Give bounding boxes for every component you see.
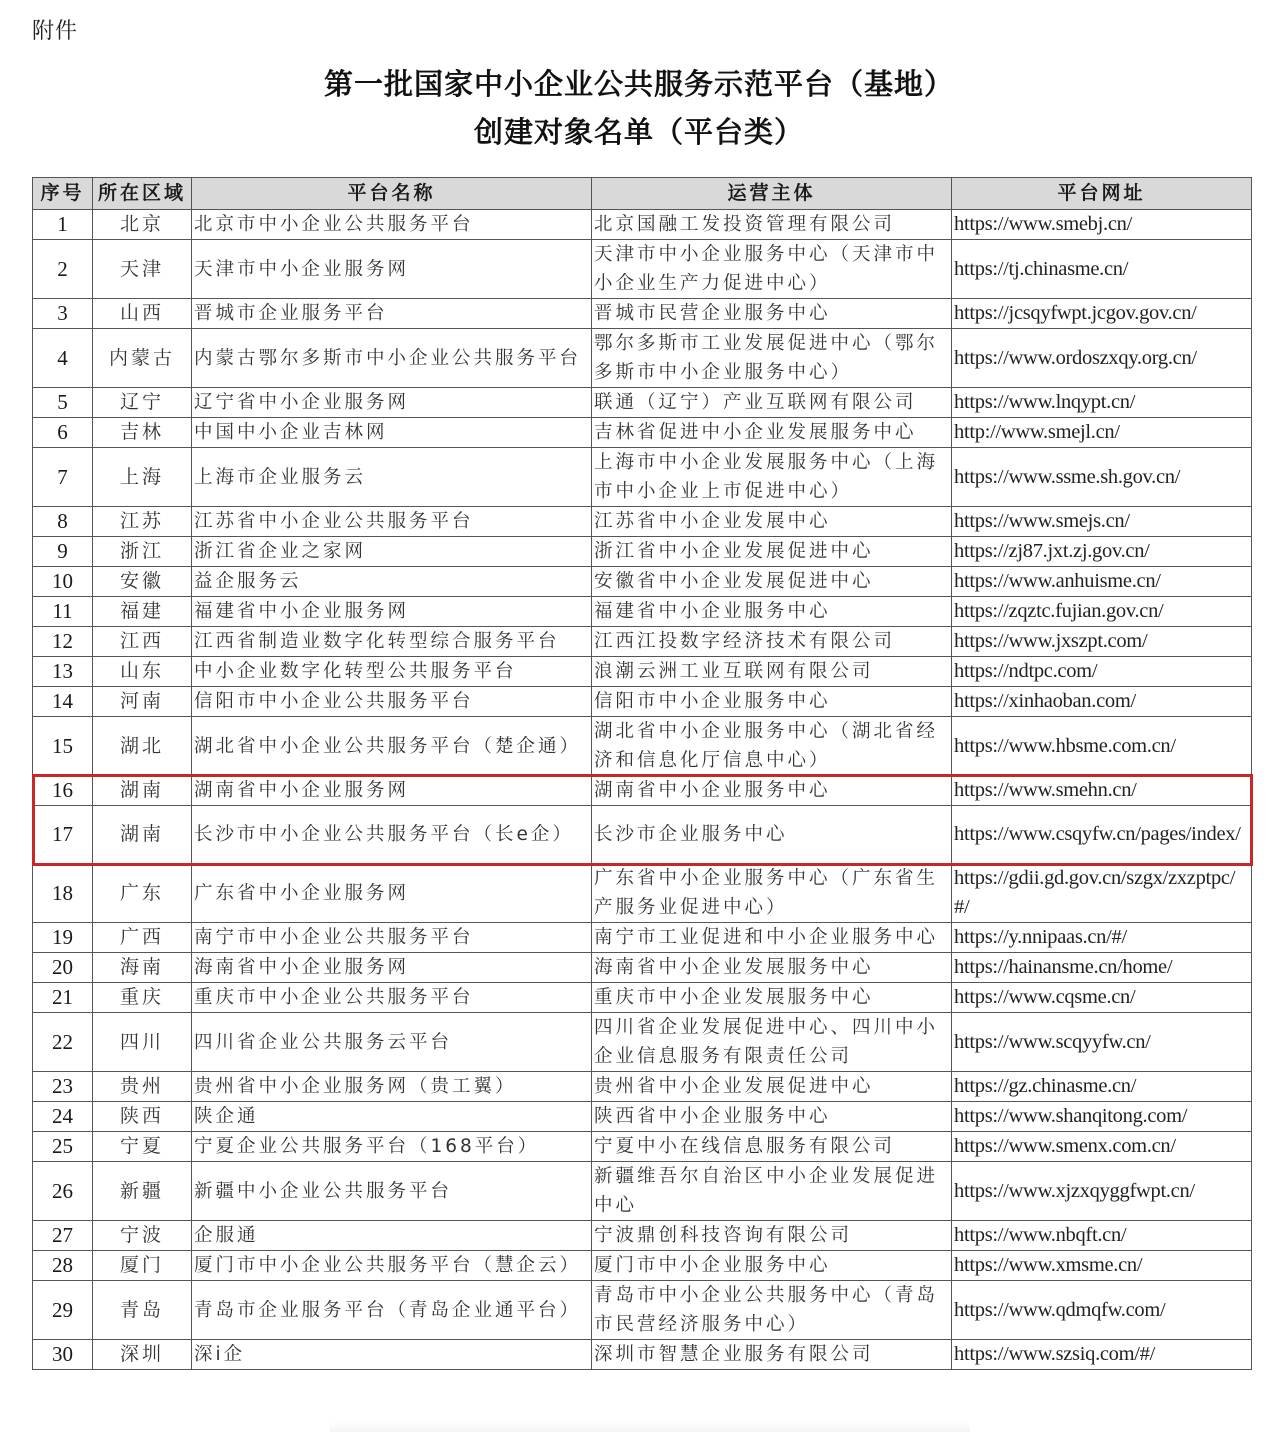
platform-name-cell: 南宁市中小企业公共服务平台 bbox=[192, 923, 592, 953]
operator-cell: 重庆市中小企业发展服务中心 bbox=[592, 983, 952, 1013]
region-cell: 辽宁 bbox=[93, 388, 192, 418]
region-cell: 山西 bbox=[93, 299, 192, 329]
platform-name-cell: 江苏省中小企业公共服务平台 bbox=[192, 507, 592, 537]
document-title-line-1: 第一批国家中小企业公共服务示范平台（基地） bbox=[323, 67, 954, 101]
operator-cell: 江西江投数字经济技术有限公司 bbox=[592, 627, 952, 657]
table-header-row bbox=[33, 178, 1252, 210]
platform-url-cell[interactable]: https://www.ordoszxqy.org.cn/ bbox=[952, 329, 1252, 388]
header-region: 所在区域 bbox=[93, 178, 192, 210]
serial-number-cell: 19 bbox=[33, 923, 93, 953]
operator-cell: 厦门市中小企业服务中心 bbox=[592, 1251, 952, 1281]
platform-name-cell: 厦门市中小企业公共服务平台（慧企云） bbox=[192, 1251, 592, 1281]
region-cell: 青岛 bbox=[93, 1281, 192, 1340]
platform-name-cell: 四川省企业公共服务云平台 bbox=[192, 1013, 592, 1072]
serial-number-cell: 16 bbox=[33, 776, 93, 806]
table-row bbox=[33, 717, 1252, 776]
table-row bbox=[33, 627, 1252, 657]
table-row bbox=[33, 299, 1252, 329]
platform-url-cell[interactable]: https://xinhaoban.com/ bbox=[952, 687, 1252, 717]
region-cell: 江苏 bbox=[93, 507, 192, 537]
platform-url-cell[interactable]: https://www.nbqft.cn/ bbox=[952, 1221, 1252, 1251]
table-row bbox=[33, 418, 1252, 448]
platform-url-cell[interactable]: https://hainansme.cn/home/ bbox=[952, 953, 1252, 983]
attachment-label: 附件 bbox=[32, 19, 79, 44]
platform-name-cell: 宁夏企业公共服务平台（168平台） bbox=[192, 1132, 592, 1162]
platform-name-cell: 福建省中小企业服务网 bbox=[192, 597, 592, 627]
table-row bbox=[33, 1072, 1252, 1102]
platform-name-cell: 天津市中小企业服务网 bbox=[192, 240, 592, 299]
operator-cell: 浙江省中小企业发展促进中心 bbox=[592, 537, 952, 567]
serial-number-cell: 2 bbox=[33, 240, 93, 299]
operator-cell: 信阳市中小企业服务中心 bbox=[592, 687, 952, 717]
serial-number-cell: 18 bbox=[33, 864, 93, 923]
platform-list-table bbox=[32, 177, 1252, 1370]
region-cell: 广东 bbox=[93, 864, 192, 923]
platform-url-cell[interactable]: https://www.smehn.cn/ bbox=[952, 776, 1252, 806]
table-row bbox=[33, 864, 1252, 923]
platform-url-cell[interactable]: https://www.shanqitong.com/ bbox=[952, 1102, 1252, 1132]
region-cell: 新疆 bbox=[93, 1162, 192, 1221]
region-cell: 湖南 bbox=[93, 776, 192, 806]
operator-cell: 北京国融工发投资管理有限公司 bbox=[592, 210, 952, 240]
serial-number-cell: 14 bbox=[33, 687, 93, 717]
serial-number-cell: 30 bbox=[33, 1340, 93, 1370]
table-row bbox=[33, 1013, 1252, 1072]
platform-url-cell[interactable]: https://www.anhuisme.cn/ bbox=[952, 567, 1252, 597]
table-row bbox=[33, 1281, 1252, 1340]
operator-cell: 宁夏中小在线信息服务有限公司 bbox=[592, 1132, 952, 1162]
serial-number-cell: 5 bbox=[33, 388, 93, 418]
table-row bbox=[33, 567, 1252, 597]
serial-number-cell: 24 bbox=[33, 1102, 93, 1132]
region-cell: 河南 bbox=[93, 687, 192, 717]
platform-url-cell[interactable]: https://zj87.jxt.zj.gov.cn/ bbox=[952, 537, 1252, 567]
platform-name-cell: 青岛市企业服务平台（青岛企业通平台） bbox=[192, 1281, 592, 1340]
operator-cell: 四川省企业发展促进中心、四川中小企业信息服务有限责任公司 bbox=[592, 1013, 952, 1072]
platform-name-cell: 江西省制造业数字化转型综合服务平台 bbox=[192, 627, 592, 657]
table-row bbox=[33, 806, 1252, 864]
cutoff-footer-text bbox=[330, 1422, 970, 1432]
platform-url-cell[interactable]: https://www.qdmqfw.com/ bbox=[952, 1281, 1252, 1340]
platform-name-cell: 长沙市中小企业公共服务平台（长e企） bbox=[192, 806, 592, 864]
region-cell: 山东 bbox=[93, 657, 192, 687]
platform-url-cell[interactable]: https://zqztc.fujian.gov.cn/ bbox=[952, 597, 1252, 627]
operator-cell: 南宁市工业促进和中小企业服务中心 bbox=[592, 923, 952, 953]
region-cell: 安徽 bbox=[93, 567, 192, 597]
region-cell: 湖北 bbox=[93, 717, 192, 776]
serial-number-cell: 6 bbox=[33, 418, 93, 448]
operator-cell: 福建省中小企业服务中心 bbox=[592, 597, 952, 627]
table-row bbox=[33, 1251, 1252, 1281]
operator-cell: 深圳市智慧企业服务有限公司 bbox=[592, 1340, 952, 1370]
platform-name-cell: 内蒙古鄂尔多斯市中小企业公共服务平台 bbox=[192, 329, 592, 388]
serial-number-cell: 4 bbox=[33, 329, 93, 388]
region-cell: 贵州 bbox=[93, 1072, 192, 1102]
table-row bbox=[33, 776, 1252, 806]
platform-name-cell: 湖北省中小企业公共服务平台（楚企通） bbox=[192, 717, 592, 776]
operator-cell: 浪潮云洲工业互联网有限公司 bbox=[592, 657, 952, 687]
region-cell: 陕西 bbox=[93, 1102, 192, 1132]
serial-number-cell: 26 bbox=[33, 1162, 93, 1221]
region-cell: 宁夏 bbox=[93, 1132, 192, 1162]
region-cell: 海南 bbox=[93, 953, 192, 983]
operator-cell: 联通（辽宁）产业互联网有限公司 bbox=[592, 388, 952, 418]
serial-number-cell: 13 bbox=[33, 657, 93, 687]
platform-url-cell[interactable]: https://www.szsiq.com/#/ bbox=[952, 1340, 1252, 1370]
platform-url-cell[interactable]: http://www.smejl.cn/ bbox=[952, 418, 1252, 448]
platform-name-cell: 贵州省中小企业服务网（贵工翼） bbox=[192, 1072, 592, 1102]
platform-name-cell: 重庆市中小企业公共服务平台 bbox=[192, 983, 592, 1013]
region-cell: 内蒙古 bbox=[93, 329, 192, 388]
region-cell: 天津 bbox=[93, 240, 192, 299]
table-row bbox=[33, 240, 1252, 299]
region-cell: 吉林 bbox=[93, 418, 192, 448]
platform-name-cell: 益企服务云 bbox=[192, 567, 592, 597]
operator-cell: 贵州省中小企业发展促进中心 bbox=[592, 1072, 952, 1102]
platform-name-cell: 晋城市企业服务平台 bbox=[192, 299, 592, 329]
platform-url-cell[interactable]: https://www.xmsme.cn/ bbox=[952, 1251, 1252, 1281]
document-title-line-2: 创建对象名单（平台类） bbox=[473, 115, 804, 149]
region-cell: 重庆 bbox=[93, 983, 192, 1013]
platform-url-cell[interactable]: https://www.lnqypt.cn/ bbox=[952, 388, 1252, 418]
platform-url-cell[interactable]: https://www.hbsme.com.cn/ bbox=[952, 717, 1252, 776]
serial-number-cell: 17 bbox=[33, 806, 93, 864]
serial-number-cell: 22 bbox=[33, 1013, 93, 1072]
serial-number-cell: 9 bbox=[33, 537, 93, 567]
platform-name-cell: 信阳市中小企业公共服务平台 bbox=[192, 687, 592, 717]
operator-cell: 湖北省中小企业服务中心（湖北省经济和信息化厅信息中心） bbox=[592, 717, 952, 776]
serial-number-cell: 23 bbox=[33, 1072, 93, 1102]
serial-number-cell: 10 bbox=[33, 567, 93, 597]
serial-number-cell: 12 bbox=[33, 627, 93, 657]
table-row bbox=[33, 1102, 1252, 1132]
serial-number-cell: 11 bbox=[33, 597, 93, 627]
operator-cell: 安徽省中小企业发展促进中心 bbox=[592, 567, 952, 597]
platform-name-cell: 北京市中小企业公共服务平台 bbox=[192, 210, 592, 240]
platform-url-cell[interactable]: https://gdii.gd.gov.cn/szgx/zxzptpc/#/ bbox=[952, 864, 1252, 923]
operator-cell: 海南省中小企业发展服务中心 bbox=[592, 953, 952, 983]
operator-cell: 上海市中小企业发展服务中心（上海市中小企业上市促进中心） bbox=[592, 448, 952, 507]
region-cell: 浙江 bbox=[93, 537, 192, 567]
table-row bbox=[33, 1340, 1252, 1370]
table-row bbox=[33, 210, 1252, 240]
table-row bbox=[33, 923, 1252, 953]
header-platform-url: 平台网址 bbox=[952, 178, 1252, 210]
operator-cell: 天津市中小企业服务中心（天津市中小企业生产力促进中心） bbox=[592, 240, 952, 299]
region-cell: 宁波 bbox=[93, 1221, 192, 1251]
platform-url-cell[interactable]: https://www.cqsme.cn/ bbox=[952, 983, 1252, 1013]
operator-cell: 湖南省中小企业服务中心 bbox=[592, 776, 952, 806]
operator-cell: 宁波鼎创科技咨询有限公司 bbox=[592, 1221, 952, 1251]
platform-url-cell[interactable]: https://www.smebj.cn/ bbox=[952, 210, 1252, 240]
platform-name-cell: 新疆中小企业公共服务平台 bbox=[192, 1162, 592, 1221]
platform-url-cell[interactable]: https://y.nnipaas.cn/#/ bbox=[952, 923, 1252, 953]
serial-number-cell: 25 bbox=[33, 1132, 93, 1162]
region-cell: 厦门 bbox=[93, 1251, 192, 1281]
operator-cell: 陕西省中小企业服务中心 bbox=[592, 1102, 952, 1132]
serial-number-cell: 21 bbox=[33, 983, 93, 1013]
serial-number-cell: 29 bbox=[33, 1281, 93, 1340]
table-row bbox=[33, 388, 1252, 418]
table-body bbox=[33, 210, 1252, 1370]
platform-name-cell: 中国中小企业吉林网 bbox=[192, 418, 592, 448]
operator-cell: 江苏省中小企业发展中心 bbox=[592, 507, 952, 537]
serial-number-cell: 20 bbox=[33, 953, 93, 983]
platform-name-cell: 湖南省中小企业服务网 bbox=[192, 776, 592, 806]
platform-url-cell[interactable]: https://www.jxszpt.com/ bbox=[952, 627, 1252, 657]
operator-cell: 新疆维吾尔自治区中小企业发展促进中心 bbox=[592, 1162, 952, 1221]
platform-url-cell[interactable]: https://ndtpc.com/ bbox=[952, 657, 1252, 687]
serial-number-cell: 15 bbox=[33, 717, 93, 776]
platform-url-cell[interactable]: https://www.xjzxqyggfwpt.cn/ bbox=[952, 1162, 1252, 1221]
platform-name-cell: 辽宁省中小企业服务网 bbox=[192, 388, 592, 418]
table-row bbox=[33, 1132, 1252, 1162]
platform-name-cell: 深i企 bbox=[192, 1340, 592, 1370]
platform-url-cell[interactable]: https://jcsqyfwpt.jcgov.gov.cn/ bbox=[952, 299, 1252, 329]
serial-number-cell: 1 bbox=[33, 210, 93, 240]
operator-cell: 鄂尔多斯市工业发展促进中心（鄂尔多斯市中小企业服务中心） bbox=[592, 329, 952, 388]
operator-cell: 晋城市民营企业服务中心 bbox=[592, 299, 952, 329]
region-cell: 广西 bbox=[93, 923, 192, 953]
platform-name-cell: 中小企业数字化转型公共服务平台 bbox=[192, 657, 592, 687]
region-cell: 北京 bbox=[93, 210, 192, 240]
platform-name-cell: 企服通 bbox=[192, 1221, 592, 1251]
table-row bbox=[33, 1162, 1252, 1221]
platform-name-cell: 陕企通 bbox=[192, 1102, 592, 1132]
platform-url-cell[interactable]: https://www.smenx.com.cn/ bbox=[952, 1132, 1252, 1162]
table-row bbox=[33, 983, 1252, 1013]
region-cell: 湖南 bbox=[93, 806, 192, 864]
table-row bbox=[33, 597, 1252, 627]
platform-url-cell[interactable]: https://www.scqyyfw.cn/ bbox=[952, 1013, 1252, 1072]
serial-number-cell: 3 bbox=[33, 299, 93, 329]
platform-url-cell[interactable]: https://gz.chinasme.cn/ bbox=[952, 1072, 1252, 1102]
serial-number-cell: 8 bbox=[33, 507, 93, 537]
header-serial-number: 序号 bbox=[33, 178, 93, 210]
platform-name-cell: 广东省中小企业服务网 bbox=[192, 864, 592, 923]
header-platform-name: 平台名称 bbox=[192, 178, 592, 210]
operator-cell: 广东省中小企业服务中心（广东省生产服务业促进中心） bbox=[592, 864, 952, 923]
platform-url-cell[interactable]: https://www.smejs.cn/ bbox=[952, 507, 1252, 537]
table-row bbox=[33, 953, 1252, 983]
operator-cell: 吉林省促进中小企业发展服务中心 bbox=[592, 418, 952, 448]
table-row bbox=[33, 657, 1252, 687]
serial-number-cell: 7 bbox=[33, 448, 93, 507]
operator-cell: 青岛市中小企业公共服务中心（青岛市民营经济服务中心） bbox=[592, 1281, 952, 1340]
platform-name-cell: 海南省中小企业服务网 bbox=[192, 953, 592, 983]
table-row bbox=[33, 537, 1252, 567]
table-row bbox=[33, 687, 1252, 717]
operator-cell: 长沙市企业服务中心 bbox=[592, 806, 952, 864]
table-row bbox=[33, 448, 1252, 507]
region-cell: 福建 bbox=[93, 597, 192, 627]
platform-url-cell[interactable]: https://www.csqyfw.cn/pages/index/ bbox=[952, 806, 1252, 864]
table-row bbox=[33, 507, 1252, 537]
region-cell: 上海 bbox=[93, 448, 192, 507]
serial-number-cell: 28 bbox=[33, 1251, 93, 1281]
platform-name-cell: 浙江省企业之家网 bbox=[192, 537, 592, 567]
platform-url-cell[interactable]: https://www.ssme.sh.gov.cn/ bbox=[952, 448, 1252, 507]
header-operator: 运营主体 bbox=[592, 178, 952, 210]
serial-number-cell: 27 bbox=[33, 1221, 93, 1251]
table-row bbox=[33, 329, 1252, 388]
region-cell: 深圳 bbox=[93, 1340, 192, 1370]
platform-name-cell: 上海市企业服务云 bbox=[192, 448, 592, 507]
table-row bbox=[33, 1221, 1252, 1251]
region-cell: 江西 bbox=[93, 627, 192, 657]
region-cell: 四川 bbox=[93, 1013, 192, 1072]
platform-url-cell[interactable]: https://tj.chinasme.cn/ bbox=[952, 240, 1252, 299]
